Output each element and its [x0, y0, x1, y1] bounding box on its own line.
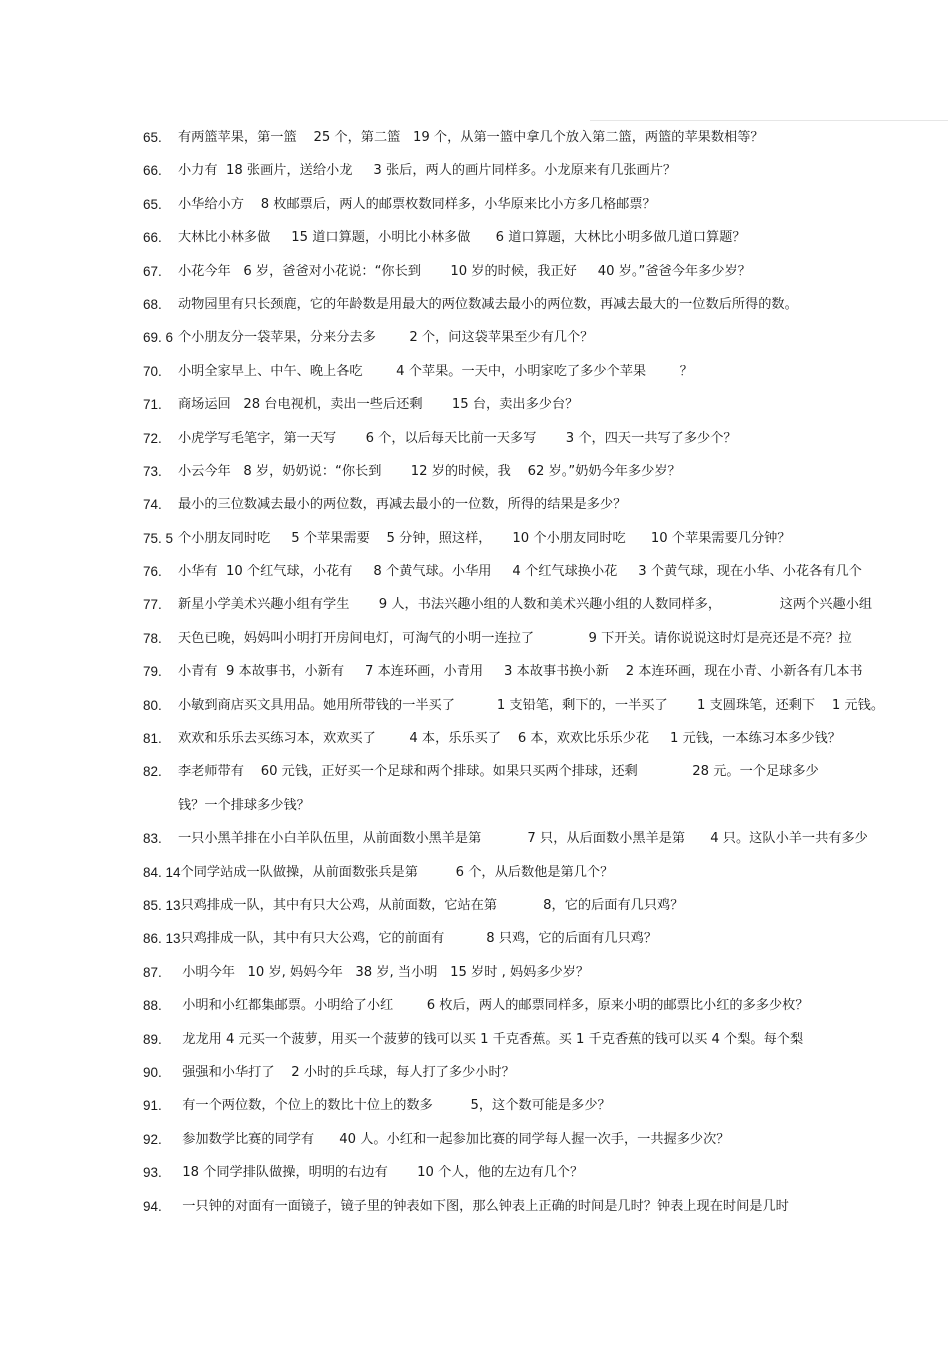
problem-number: 91.	[143, 1098, 162, 1114]
problem-number: 71.	[143, 397, 162, 413]
problem-number: 73.	[143, 463, 162, 479]
problem-item	[143, 361, 950, 394]
problem-number: 80.	[143, 697, 162, 713]
problem-item	[143, 494, 950, 527]
problem-text: 小明全家早上、中午、晚上各吃 4 个苹果。一天中，小明家吃了多少个苹果 ？	[178, 363, 693, 379]
problem-item	[143, 895, 950, 928]
problem-item	[143, 1062, 950, 1095]
problem-number: 66.	[143, 230, 162, 246]
problem-item	[143, 962, 950, 995]
problem-number: 70.	[143, 363, 162, 379]
problem-text: 18 个同学排队做操，明明的右边有 10 个人，他的左边有几个？	[178, 1165, 584, 1181]
problem-number: 82.	[143, 764, 162, 780]
problem-item	[143, 594, 950, 627]
problem-text: 小华有 10 个红气球，小花有 8 个黄气球。小华用 4 个红气球换小花 3 个黄气球，现在小华、小花各有几个	[178, 564, 862, 580]
problem-item	[143, 862, 950, 895]
problem-number: 88.	[143, 998, 162, 1014]
problem-item	[143, 194, 950, 227]
problem-text: 小明和小红都集邮票。小明给了小红 6 枚后，两人的邮票同样多，原来小明的邮票比小红的多多少枚？	[178, 998, 809, 1014]
problem-text: 有一个两位数，个位上的数比十位上的数多 5，这个数可能是多少？	[178, 1098, 611, 1114]
problem-text: 小明今年 10 岁, 妈妈今年 38 岁, 当小明 15 岁时 , 妈妈多少岁？	[178, 964, 590, 980]
problem-number: 74.	[143, 497, 162, 513]
problem-item	[143, 728, 950, 761]
problem-item	[143, 394, 950, 427]
problem-text: 强强和小华打了 2 小时的乒乓球，每人打了多少小时？	[178, 1064, 515, 1080]
problem-number: 77.	[143, 597, 162, 613]
problem-number: 75. 5	[143, 530, 174, 546]
problem-text: 只鸡排成一队，其中有只大公鸡，它的前面有 8 只鸡，它的后面有几只鸡？	[180, 931, 658, 947]
problem-text: 小花今年 6 岁，爸爸对小花说：“你长到 10 岁的时候，我正好 40 岁。”爸爸今年多少岁？	[178, 263, 751, 279]
top-divider-line	[590, 120, 948, 121]
problem-number: 94.	[143, 1198, 162, 1214]
problem-text: 大林比小林多做 15 道口算题，小明比小林多做 6 道口算题，大林比小明多做几道口算题？	[178, 230, 746, 246]
problem-text: 小力有 18 张画片，送给小龙 3 张后，两人的画片同样多。小龙原来有几张画片？	[178, 163, 677, 179]
problem-item	[143, 995, 950, 1028]
problem-item	[143, 628, 950, 661]
problem-item	[143, 561, 950, 594]
problem-item	[143, 261, 950, 294]
problem-item	[143, 661, 950, 694]
problem-item	[143, 828, 950, 861]
problem-number: 76.	[143, 564, 162, 580]
problem-number: 85. 13	[143, 897, 181, 913]
problem-text: 新星小学美术兴趣小组有学生 9 人，书法兴趣小组的人数和美术兴趣小组的人数同样多， 这两个兴趣小组	[178, 597, 873, 613]
problem-item	[143, 227, 950, 260]
problem-number: 67.	[143, 263, 162, 279]
problem-number: 66.	[143, 163, 162, 179]
problem-number: 90.	[143, 1064, 162, 1080]
problem-text: 只鸡排成一队，其中有只大公鸡，从前面数，它站在第 8，它的后面有几只鸡？	[180, 897, 684, 913]
problem-item	[143, 1029, 950, 1062]
problem-number: 65.	[143, 130, 162, 145]
problem-text: 最小的三位数减去最小的两位数，再减去最小的一位数，所得的结果是多少？	[178, 497, 627, 513]
problem-text: 小云今年 8 岁，奶奶说：“你长到 12 岁的时候，我 62 岁。”奶奶今年多少岁？	[178, 463, 681, 479]
problem-item	[143, 761, 950, 794]
problem-item	[143, 795, 950, 828]
problem-text: 李老师带有 60 元钱，正好买一个足球和两个排球。如果只买两个排球，还剩 28 元。一个足球多少	[178, 764, 819, 780]
problem-text: 欢欢和乐乐去买练习本，欢欢买了 4 本，乐乐买了 6 本，欢欢比乐乐少花 1 元钱，一本练习本多少钱？	[178, 731, 841, 747]
problem-number: 93.	[143, 1165, 162, 1181]
problem-item	[143, 127, 950, 160]
problem-number: 78.	[143, 630, 162, 646]
problem-number: 83.	[143, 831, 162, 847]
problem-number: 89.	[143, 1031, 162, 1047]
problem-number: 72.	[143, 430, 162, 446]
problem-text: 天色已晚，妈妈叫小明打开房间电灯，可淘气的小明一连拉了 9 下开关。请你说说这时灯是亮还是不亮？拉	[178, 630, 852, 646]
problem-item	[143, 928, 950, 961]
problem-text: 钱？一个排球多少钱？	[178, 797, 310, 813]
problem-number: 92.	[143, 1131, 162, 1147]
problem-text: 一只钟的对面有一面镜子，镜子里的钟表如下图，那么钟表上正确的时间是几时？钟表上现在时间是几时	[178, 1198, 789, 1214]
problem-item	[143, 1196, 950, 1229]
problem-text: 参加数学比赛的同学有 40 人。小红和一起参加比赛的同学每人握一次手，一共握多少次？	[178, 1131, 730, 1147]
problem-text: 小华给小方 8 枚邮票后，两人的邮票枚数同样多，小华原来比小方多几格邮票？	[178, 196, 656, 212]
problem-text: 小青有 9 本故事书，小新有 7 本连环画，小青用 3 本故事书换小新 2 本连环画，现在小青、小新各有几本书	[178, 664, 863, 680]
problem-item	[143, 1129, 950, 1162]
problem-text: 小敏到商店买文具用品。她用所带钱的一半买了 1 支铅笔，剩下的，一半买了 1 支圆珠笔，还剩下 1 元钱。	[178, 697, 885, 713]
problem-text: 个同学站成一队做操，从前面数张兵是第 6 个，从后数他是第几个？	[180, 864, 614, 880]
problem-item	[143, 1162, 950, 1195]
problem-text: 商场运回 28 台电视机，卖出一些后还剩 15 台，卖出多少台？	[178, 397, 579, 413]
problem-item	[143, 327, 950, 360]
problem-text: 动物园里有只长颈鹿，它的年龄数是用最大的两位数减去最小的两位数，再减去最大的一位数后所得的数。	[178, 296, 798, 312]
problem-item	[143, 461, 950, 494]
problem-number: 81.	[143, 731, 162, 747]
problem-number: 68.	[143, 296, 162, 312]
problem-text: 有两篮苹果，第一篮 25 个，第二篮 19 个，从第一篮中拿几个放入第二篮，两篮的苹果数相等？	[178, 130, 764, 145]
problem-item	[143, 528, 950, 561]
problem-number: 65.	[143, 196, 162, 212]
problem-number: 86. 13	[143, 931, 181, 947]
problem-text: 个小朋友分一袋苹果，分来分去多 2 个，问这袋苹果至少有几个？	[178, 330, 594, 346]
problem-number: 87.	[143, 964, 162, 980]
problem-number: 69. 6	[143, 330, 174, 346]
problem-number: 79.	[143, 664, 162, 680]
problem-list	[143, 127, 950, 1229]
problem-text: 小虎学写毛笔字，第一天写 6 个，以后每天比前一天多写 3 个，四天一共写了多少个？	[178, 430, 737, 446]
problem-text: 龙龙用 4 元买一个菠萝，用买一个菠萝的钱可以买 1 千克香蕉。买 1 千克香蕉的钱可以买 4 个梨。每个梨	[178, 1031, 804, 1047]
problem-item	[143, 1095, 950, 1128]
problem-item	[143, 428, 950, 461]
problem-item	[143, 695, 950, 728]
problem-text: 一只小黑羊排在小白羊队伍里，从前面数小黑羊是第 7 只，从后面数小黑羊是第 4 只。这队小羊一共有多少	[178, 831, 868, 847]
problem-text: 个小朋友同时吃 5 个苹果需要 5 分钟，照这样， 10 个小朋友同时吃 10 个苹果需要几分钟？	[178, 530, 791, 546]
problem-number: 84. 14	[143, 864, 181, 880]
problem-item	[143, 160, 950, 193]
problem-item	[143, 294, 950, 327]
